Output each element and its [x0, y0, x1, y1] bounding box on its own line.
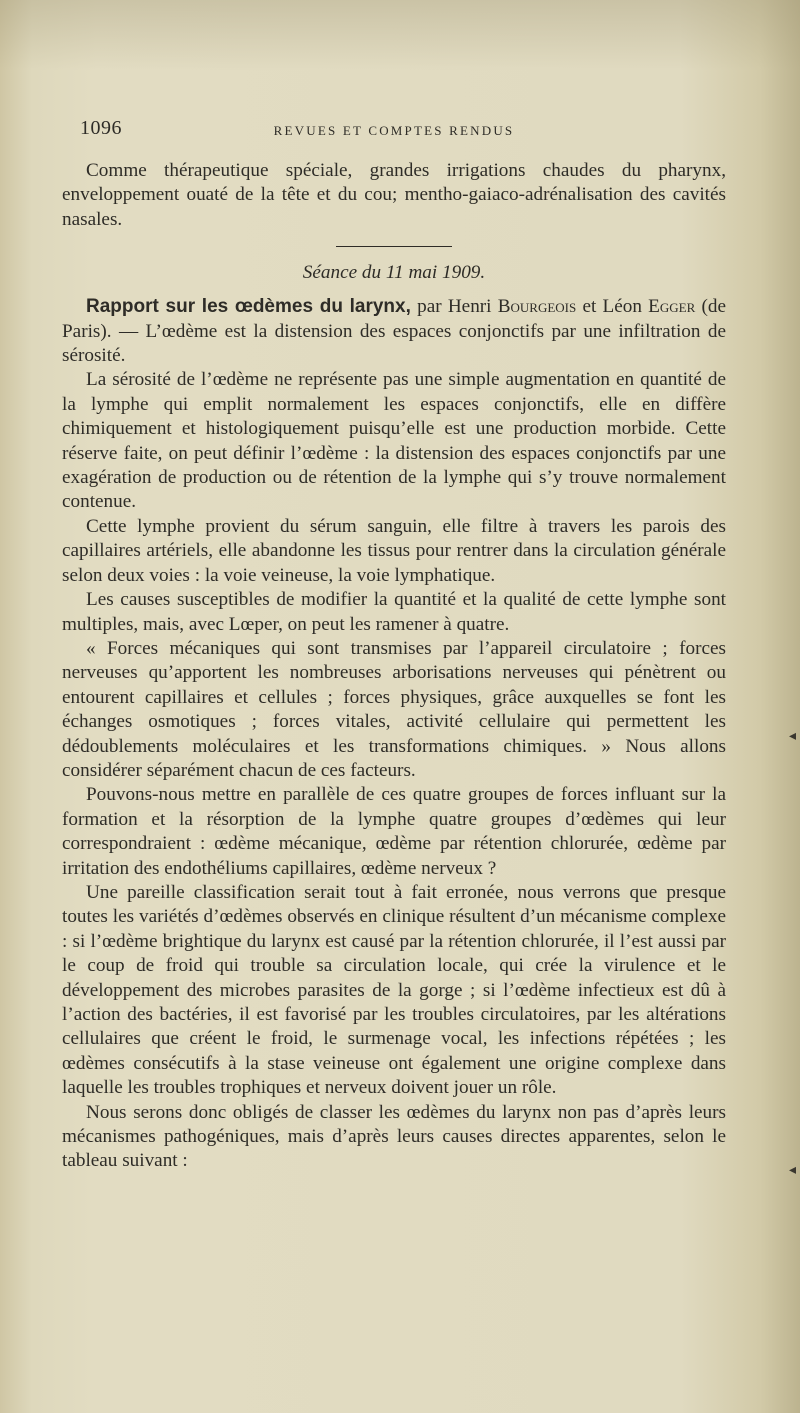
paragraph-lymphe: Cette lymphe provient du sérum sanguin, elle filtre à travers les parois des capillaires artériels, elle abandonne les tissus pour rentrer dans la circulation générale selon deux voies : la voie veineuse, la voie lymphatique. [62, 515, 726, 586]
intro-paragraph: Comme thérapeutique spéciale, grandes irrigations chaudes du pharynx, enveloppement ouaté de la tête et du cou; mentho-gaiaco-adrénalisation des cavités nasales. [62, 160, 726, 230]
report-paragraph [62, 295, 726, 368]
paragraph-classification: Une pareille classification serait tout à fait erronée, nous verrons que presque toutes les variétés d’œdèmes observés en clinique résultent d’un mécanisme complexe : si l’œdème brightique du larynx est causé par la rétention chlorurée, il l’est aussi par le coup de froid qui trouble sa circulation locale, qui crée la virulence et le développement des microbes parasites de la gorge ; si l’œdème infectieux est dû à l’action des bactéries, il est favorisé par les troubles circulatoires, par les altérations cellulaires que créent le froid, le surmenage vocal, les infections répétées ; les œdèmes consécutifs à la stase veineuse ont également une origine complexe dans laquelle les troubles trophiques et nerveux doivent jouer un rôle. [62, 881, 726, 1099]
session-heading: Séance du 11 mai 1909. [302, 262, 486, 284]
paragraph-causes: Les causes susceptibles de modifier la quantité et la qualité de cette lymphe sont multiples, mais, avec Lœper, on peut les ramener à quatre. [62, 589, 726, 635]
report-definition: (de Paris). — L’œdème est la distension des espaces conjonctifs par une infiltration de sérosité. [62, 296, 726, 367]
running-title: REVUES ET COMPTES RENDUS [273, 123, 515, 138]
margin-arrow-mark: ◂ [788, 729, 796, 744]
paragraph-serosite: La sérosité de l’œdème ne représente pas une simple augmentation en quantité de la lymphe qui emplit normalement les espaces conjonctifs, elle en diffère chimiquement et histologiquement puisqu’elle est une production morbide. Cette réserve faite, on peut définir l’œdème : la distension des espaces conjonctifs par une exagération de production ou de rétention de la lymphe qui s’y trouve normalement contenue. [62, 369, 726, 513]
author-egger: Egger [648, 296, 696, 318]
report-by: par Henri [410, 296, 498, 318]
page-number: 1096 [80, 117, 122, 139]
page-header [62, 115, 726, 145]
paragraph-forces: « Forces mécaniques qui sont transmises par l’appareil circulatoire ; forces nerveuses qu’apportent les nombreuses arborisations nerveuses qui pénètrent ou entourent capillaires et cellules ; forces physiques, grâce auxquelles se font les échanges osmotiques ; forces vitales, activité cellulaire qui permettent les dédoublements moléculaires et les transformations chimiques. » Nous allons considérer séparément chacun de ces facteurs. [62, 637, 726, 781]
author-bourgeois: Bourgeois [497, 296, 577, 318]
text-block [62, 115, 726, 1174]
report-and: et Léon [576, 296, 649, 318]
paragraph-parallele: Pouvons-nous mettre en parallèle de ces quatre groupes de forces influant sur la formation et la résorption de la lymphe quatre groupes d’œdèmes qui leur correspondraient : œdème mécanique, œdème par rétention chlorurée, œdème par irritation des endothéliums capillaires, œdème nerveux ? [62, 784, 726, 879]
margin-arrow-mark: ◂ [788, 1163, 796, 1178]
paragraph-tableau: Nous serons donc obligés de classer les œdèmes du larynx non pas d’après leurs mécanismes pathogéniques, mais d’après leurs causes directes apparentes, selon le tableau suivant : [62, 1101, 726, 1172]
page-shadow [0, 0, 800, 70]
report-title: Rapport sur les œdèmes du larynx, [86, 296, 411, 318]
section-divider [336, 246, 452, 247]
